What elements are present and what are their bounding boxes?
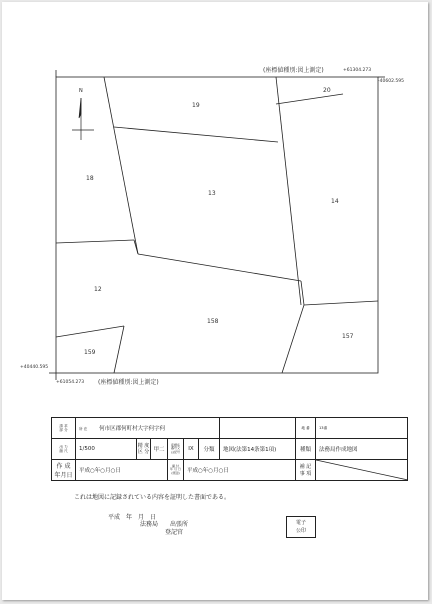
certification-registrar: 登記官 [165,529,184,536]
info-row-dates [52,460,408,481]
output-scale-label: 出 力 縮 尺 [52,439,76,460]
boundary-12-159 [56,326,124,337]
lot-159: 159 [84,349,96,356]
lot-20: 20 [323,87,331,94]
boundary-13-158 [138,254,301,281]
created-date-label: 作 成 年月日 [52,460,76,481]
precision-value: 甲二 [151,439,168,460]
info-row-location [52,418,408,439]
strike-line [316,460,408,480]
location-cell [76,418,220,439]
boundary-159-158 [114,326,124,373]
map-info-table [51,417,408,481]
supplementary-value [316,460,408,481]
location-value: 何市区郡何町村大字何字何 [99,426,166,432]
certification-statement: これは地図に記録されている内容を証明した書面である。 [74,494,231,501]
boundary-13-14 [276,77,301,305]
top-coordinate-note: (座標値種別:図上測定) [263,67,324,74]
created-date-value: 平成○年○月○日 [76,460,168,481]
location-label: 所 在 [79,427,88,431]
boundary-19-13 [114,127,278,142]
request-part-label: 請 求 部 分 [52,418,76,439]
map-frame [56,77,378,373]
boundary-14-157 [304,301,378,305]
location-blank [220,418,296,439]
info-row-scale [52,439,408,460]
right-y-coordinate: -40602.595 [378,79,404,84]
left-y-coordinate: +40440.595 [20,365,49,370]
coordinate-system-value: IX [184,439,199,460]
lot-18: 18 [86,175,94,182]
certification-date: 平成 年 月 日 [108,514,157,521]
kind-value: 法務局作成地図 [316,439,408,460]
output-scale-value: 1/500 [76,439,137,460]
coordinate-system-label: 座標系 番号又 は記号 [168,439,184,460]
lot-12: 12 [94,286,102,293]
top-x-coordinate: +61304.273 [343,68,372,73]
lot-158: 158 [207,318,219,325]
boundary-158-157 [282,305,304,373]
installed-date-label: 備 付 年 月 日 (原図) [168,460,184,481]
kind-label: 種類 [296,439,316,460]
bottom-coordinate-note: (座標値種別:図上測定) [98,379,159,386]
bottom-x-coordinate: +61054.273 [56,380,85,385]
boundary-18-13 [104,77,138,254]
certification-office: 法務局 出張所 [140,521,189,528]
classification-value: 地図(法第14条第1項) [220,439,296,460]
installed-date-value: 平成○年○月○日 [184,460,296,481]
lot-14: 14 [331,198,339,205]
classification-label: 分類 [199,439,220,460]
lot-number-label: 地 番 [296,418,316,439]
lot-19: 19 [192,102,200,109]
north-label: N [79,88,83,94]
lot-13: 13 [208,190,216,197]
precision-label: 精 度 区 分 [137,439,151,460]
lot-number-value: 13番 [316,418,408,439]
electronic-seal: 電子 公印 [286,516,316,538]
lot-157: 157 [342,333,354,340]
north-arrow-icon [72,98,94,140]
boundary-20-14 [276,94,343,104]
boundary-18-12 [56,240,134,243]
supplementary-label: 補 記 事 項 [296,460,316,481]
